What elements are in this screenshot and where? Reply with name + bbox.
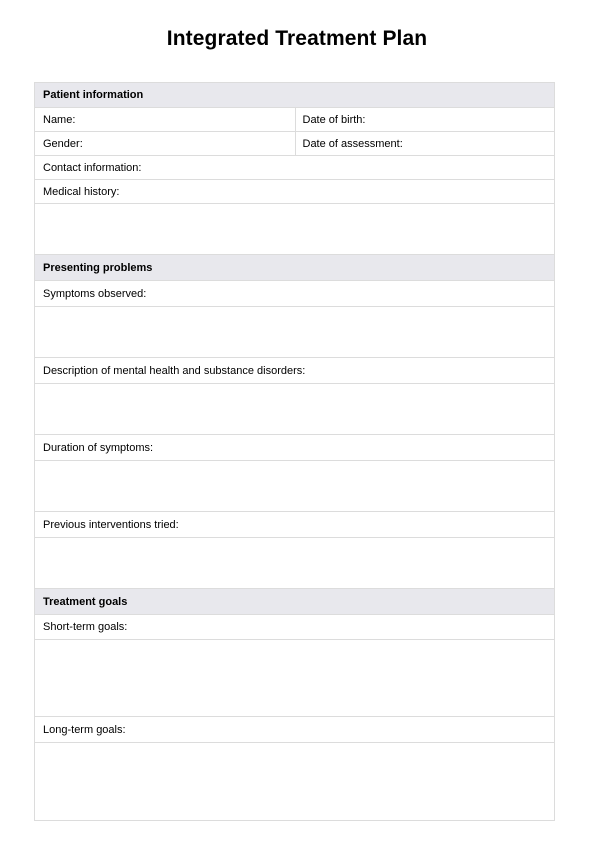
disorders-description-input-area[interactable]	[35, 384, 554, 435]
contact-information-label: Contact information:	[43, 161, 142, 174]
duration-of-symptoms-label-row	[35, 435, 554, 461]
gender-field[interactable]	[35, 132, 295, 155]
medical-history-label-row	[35, 180, 554, 204]
section-header-treatment-goals	[35, 589, 554, 615]
short-term-goals-input-area[interactable]	[35, 640, 554, 717]
date-of-birth-label: Date of birth:	[302, 113, 366, 126]
duration-of-symptoms-input-area[interactable]	[35, 461, 554, 512]
long-term-goals-input-area[interactable]	[35, 743, 554, 820]
date-of-assessment-field[interactable]	[295, 132, 555, 155]
section-title: Treatment goals	[43, 595, 128, 608]
disorders-description-label-row	[35, 358, 554, 384]
medical-history-input-area[interactable]	[35, 204, 554, 255]
treatment-plan-form	[34, 82, 555, 821]
section-header-presenting-problems	[35, 255, 554, 281]
section-title: Patient information	[43, 89, 144, 101]
duration-of-symptoms-label: Duration of symptoms:	[43, 441, 154, 454]
symptoms-observed-input-area[interactable]	[35, 307, 554, 358]
section-header-patient-information	[35, 83, 554, 108]
previous-interventions-input-area[interactable]	[35, 538, 554, 589]
date-of-birth-field[interactable]	[295, 108, 555, 131]
previous-interventions-label: Previous interventions tried:	[43, 518, 179, 531]
document-title: Integrated Treatment Plan	[166, 27, 428, 50]
previous-interventions-label-row	[35, 512, 554, 538]
symptoms-observed-label: Symptoms observed:	[43, 287, 147, 300]
medical-history-label: Medical history:	[43, 185, 120, 198]
short-term-goals-label: Short-term goals:	[43, 621, 128, 633]
name-field[interactable]	[35, 108, 295, 131]
name-label: Name:	[43, 113, 76, 126]
form-row-name-dob	[35, 108, 554, 132]
date-of-assessment-label: Date of assessment:	[302, 137, 403, 150]
long-term-goals-label: Long-term goals:	[43, 723, 126, 736]
symptoms-observed-label-row	[35, 281, 554, 307]
contact-information-field[interactable]	[35, 156, 554, 180]
short-term-goals-label-row	[35, 615, 554, 640]
form-row-gender-assessment	[35, 132, 554, 156]
gender-label: Gender:	[43, 137, 83, 150]
section-title: Presenting problems	[43, 261, 153, 274]
disorders-description-label: Description of mental health and substance disorders:	[43, 364, 306, 377]
long-term-goals-label-row	[35, 717, 554, 743]
